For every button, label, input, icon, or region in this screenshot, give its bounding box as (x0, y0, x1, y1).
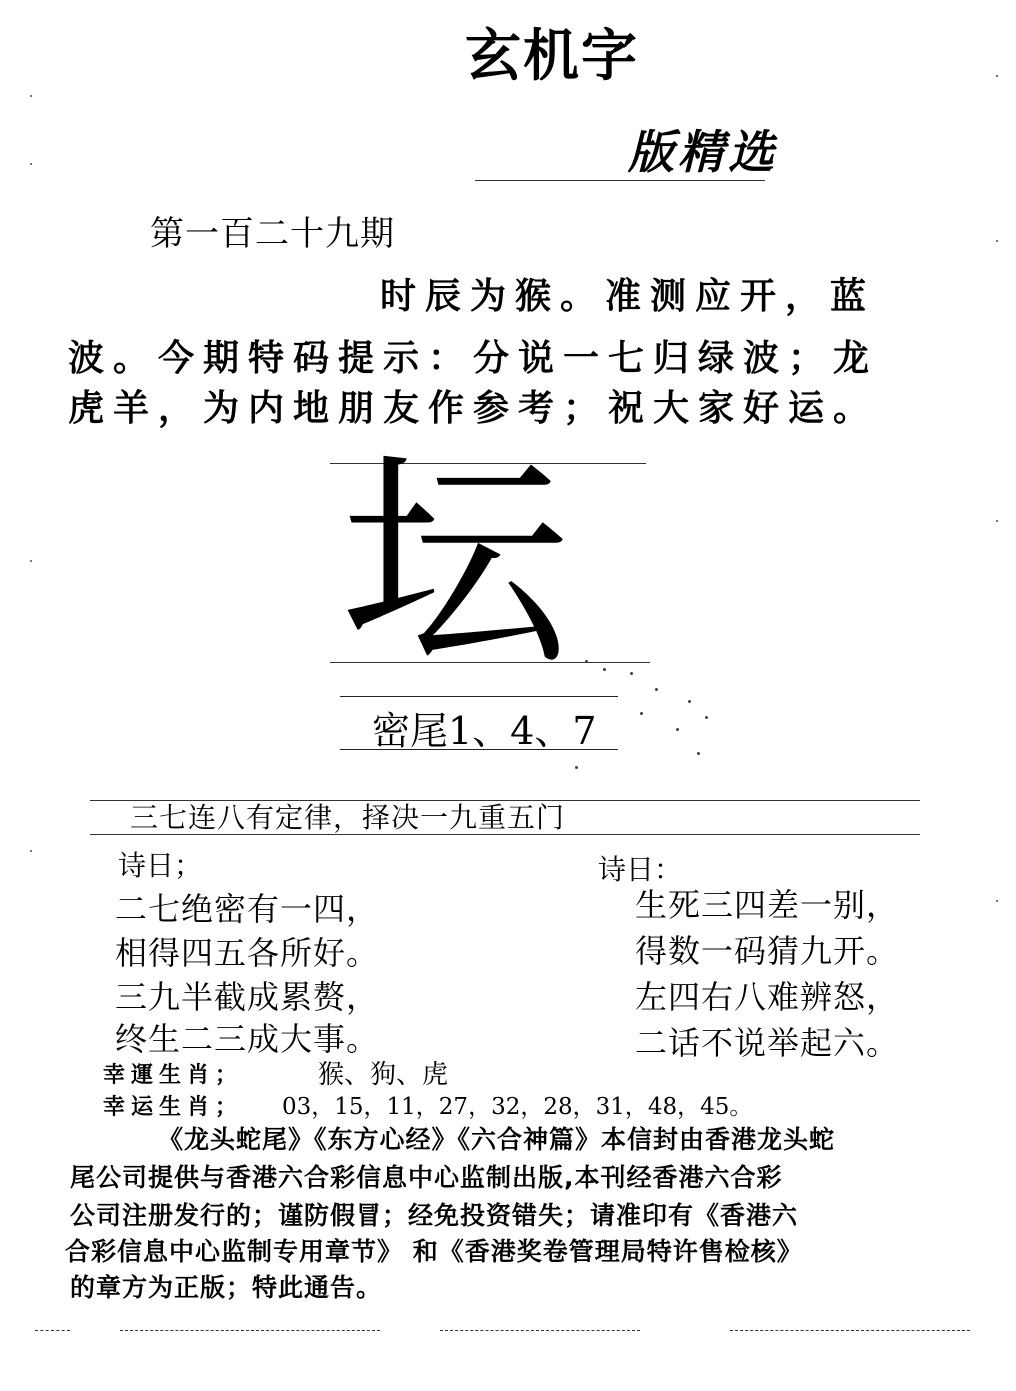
lucky-numbers-value: 03，15，11，27，32，28，31，48，45。 (282, 1094, 753, 1120)
notice-line-3: 公司注册发行的；谨防假冒；经免投资错失；请准印有《香港六 (70, 1201, 799, 1230)
poem-right-heading: 诗日： (598, 853, 683, 886)
bottom-dash-4 (730, 1330, 970, 1331)
issue-number: 第一百二十九期 (150, 214, 395, 254)
poem-right-line: 左四右八难辨怒， (635, 978, 900, 1016)
scan-mark (30, 95, 32, 97)
speckle (688, 700, 691, 703)
notice-line-2: 尾公司提供与香港六合彩信息中心监制出版,本刊经香港六合彩 (70, 1163, 783, 1192)
speckle (585, 660, 588, 663)
hint-line-1: 时辰为猴。准测应开，蓝 (380, 276, 876, 317)
poem-left-heading: 诗日； (118, 849, 203, 882)
speckle (705, 716, 708, 719)
hint-line-2: 波。今期特码提示：分说一七归绿波；龙 (68, 338, 879, 379)
speckle (676, 728, 679, 731)
featured-character: 坛 (340, 431, 571, 698)
poem-left-line: 二七绝密有一四， (115, 890, 380, 928)
page-subtitle: 版精选 (628, 125, 778, 179)
motto-bottom-rule (90, 834, 920, 835)
lucky-zodiac-value: 猴、狗、虎 (318, 1060, 449, 1090)
bottom-dash-1 (35, 1330, 70, 1331)
bottom-dash-2 (120, 1330, 380, 1331)
notice-line-4: 合彩信息中心监制专用章节》 和《香港奖卷管理局特许售检核》 (65, 1237, 803, 1266)
scan-mark (996, 900, 998, 902)
scan-mark (996, 520, 998, 522)
notice-line-5: 的章方为正版；特此通告。 (70, 1273, 383, 1302)
scan-mark (30, 163, 32, 165)
header-divider (475, 180, 765, 181)
scan-mark (30, 560, 32, 562)
secret-tail: 密尾1、4、7 (372, 709, 597, 753)
lucky-zodiac-label: 幸運生肖； (103, 1063, 244, 1088)
poem-left-line: 终生二三成大事。 (115, 1020, 380, 1058)
scan-mark (996, 75, 998, 77)
poem-left-line: 相得四五各所好。 (115, 934, 380, 972)
scan-mark (30, 850, 32, 852)
bottom-dash-3 (440, 1330, 640, 1331)
speckle (575, 766, 578, 769)
motto: 三七连八有定律，择决一九重五门 (130, 801, 566, 834)
hint-line-3: 虎羊，为内地朋友作参考；祝大家好运。 (68, 388, 879, 429)
lucky-numbers-label: 幸运生肖； (103, 1095, 244, 1120)
big-char-bottom-rule (330, 662, 650, 663)
scan-mark (996, 240, 998, 242)
poem-right-line: 生死三四差一别， (635, 886, 900, 924)
page-title: 玄机字 (465, 24, 639, 89)
speckle (640, 712, 643, 715)
speckle (655, 688, 658, 691)
notice-line-1: 《龙头蛇尾》《东方心经》《六合神篇》本信封由香港龙头蛇 (158, 1125, 836, 1154)
poem-right-line: 得数一码猜九开。 (635, 932, 900, 970)
poem-left-line: 三九半截成累赘， (115, 978, 380, 1016)
poem-right-line: 二话不说举起六。 (635, 1024, 900, 1062)
speckle (697, 752, 700, 755)
speckle (630, 672, 633, 675)
speckle (603, 668, 606, 671)
